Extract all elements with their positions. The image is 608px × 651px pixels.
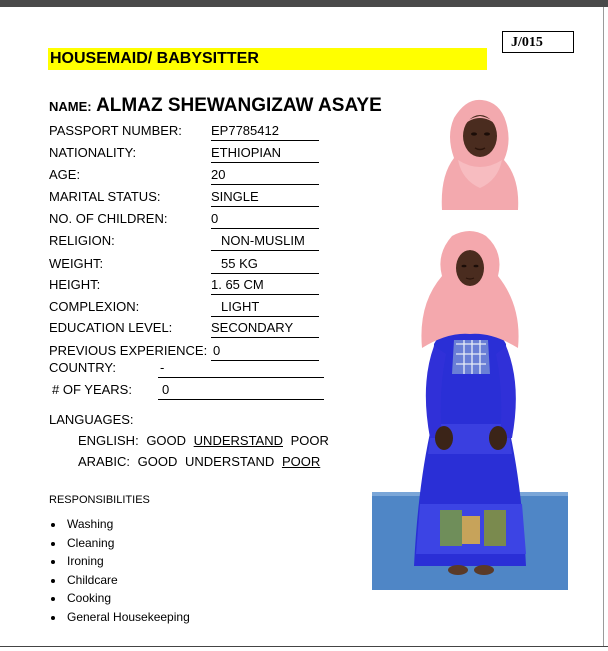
experience-value: 0	[211, 343, 319, 361]
country-label: COUNTRY:	[49, 360, 116, 375]
experience-label: PREVIOUS EXPERIENCE:	[49, 343, 208, 358]
complexion-label: COMPLEXION:	[49, 299, 140, 314]
list-item: General Housekeeping	[49, 608, 190, 627]
language-name: ENGLISH:	[78, 433, 139, 448]
top-border	[0, 0, 608, 7]
candidate-name-row	[49, 95, 382, 117]
job-title-banner: HOUSEMAID/ BABYSITTER	[48, 48, 487, 70]
complexion-value: LIGHT	[211, 299, 319, 317]
name-label: NAME:	[49, 99, 92, 114]
education-label: EDUCATION LEVEL:	[49, 320, 173, 335]
passport-label: PASSPORT NUMBER:	[49, 123, 182, 138]
language-row-arabic	[78, 454, 324, 469]
marital-status-value: SINGLE	[211, 189, 319, 207]
list-item: Childcare	[49, 571, 190, 590]
children-value: 0	[211, 211, 319, 229]
height-value: 1. 65 CM	[211, 277, 319, 295]
height-label: HEIGHT:	[49, 277, 101, 292]
education-value: SECONDARY	[211, 320, 319, 338]
right-border	[603, 7, 604, 647]
passport-value: EP7785412	[211, 123, 319, 141]
portrait-photo	[432, 96, 525, 210]
weight-value: 55 KG	[211, 256, 319, 274]
weight-label: WEIGHT:	[49, 256, 104, 271]
languages-title: LANGUAGES:	[49, 412, 134, 427]
level-poor: POOR	[290, 433, 329, 448]
level-poor-selected: POOR	[281, 454, 321, 469]
country-value: -	[158, 360, 324, 378]
list-item: Ironing	[49, 552, 190, 571]
language-row-english	[78, 433, 333, 448]
list-item: Washing	[49, 515, 190, 534]
level-understand-selected: UNDERSTAND	[193, 433, 283, 448]
list-item: Cooking	[49, 589, 190, 608]
candidate-name: ALMAZ SHEWANGIZAW ASAYE	[96, 95, 382, 116]
nationality-value: ETHIOPIAN	[211, 145, 319, 163]
level-good: GOOD	[146, 433, 187, 448]
years-value: 0	[158, 382, 324, 400]
level-good: GOOD	[137, 454, 178, 469]
language-name: ARABIC:	[78, 454, 131, 469]
responsibilities-title: RESPONSIBILITIES	[49, 494, 150, 506]
age-label: AGE:	[49, 167, 81, 182]
religion-value: NON-MUSLIM	[211, 233, 319, 251]
reference-code-box: J/015	[502, 31, 574, 53]
children-label: NO. OF CHILDREN:	[49, 211, 168, 226]
years-label: # OF YEARS:	[52, 382, 132, 397]
level-understand: UNDERSTAND	[185, 454, 275, 469]
religion-label: RELIGION:	[49, 233, 115, 248]
age-value: 20	[211, 167, 319, 185]
nationality-label: NATIONALITY:	[49, 145, 137, 160]
full-length-photo	[372, 224, 568, 590]
bottom-border	[0, 646, 608, 647]
marital-status-label: MARITAL STATUS:	[49, 189, 161, 204]
list-item: Cleaning	[49, 534, 190, 553]
responsibilities-list	[49, 515, 190, 627]
